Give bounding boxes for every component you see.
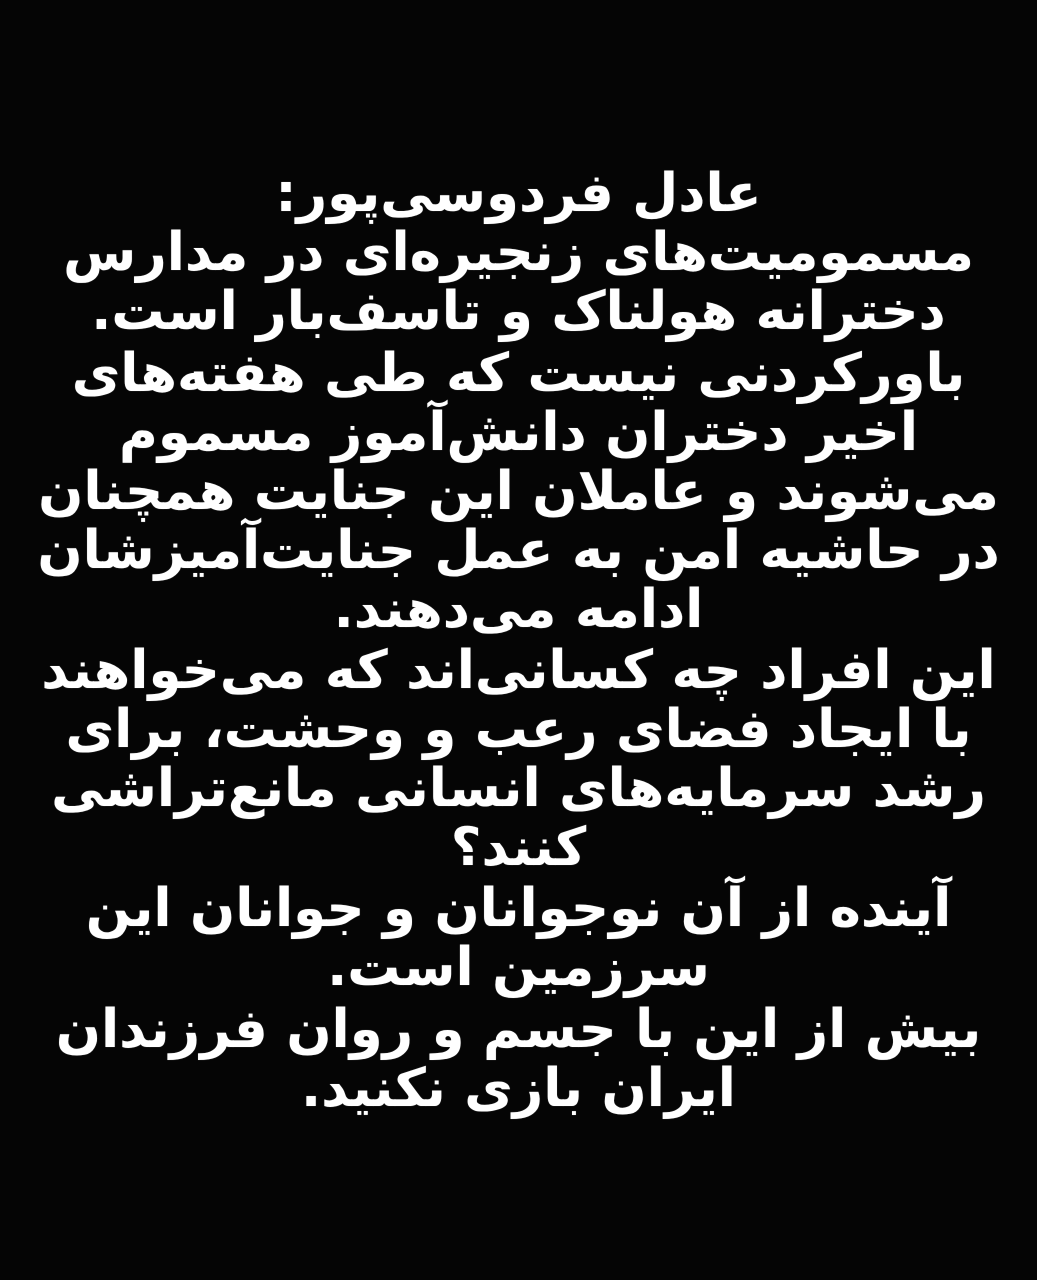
statement-paragraph-2: باورکردنی نیست که طی هفته‌های اخیر دختران دانش‌آموز مسموم می‌شوند و عاملان این جنایت همچنان در حاشیه امن به عمل جنایت‌آمیزشان ادامه می‌دهند.	[37, 342, 1000, 640]
statement-paragraph-1: مسمومیت‌های زنجیره‌ای در مدارس دخترانه هولناک و تاسف‌بار است.	[63, 222, 974, 343]
statement-text-block	[14, 164, 1023, 1120]
statement-paragraph-5: بیش از این با جسم و روان فرزندان ایران بازی نکنید.	[55, 998, 982, 1119]
speaker-name: عادل فردوسی‌پور:	[275, 163, 762, 225]
statement-paragraph-3: این افراد چه کسانی‌اند که می‌خواهند با ایجاد فضای رعب و وحشت، برای رشد سرمایه‌های انسانی مانع‌تراشی کنند؟	[41, 640, 996, 879]
statement-paragraph-4: آینده از آن نوجوانان و جوانان این سرزمین است.	[85, 878, 952, 999]
